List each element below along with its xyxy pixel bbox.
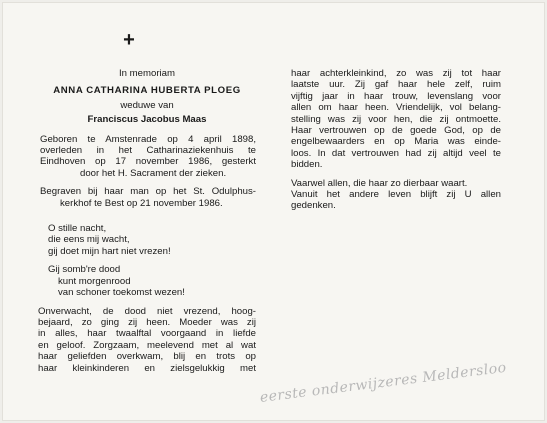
farewell-paragraph [291,178,501,212]
text-line: allen om haar heen. Vriendelijk, vol belang- [291,102,501,114]
tribute-paragraph-continued [291,68,501,171]
poem-stanza [48,223,256,257]
text-line: bidden. [291,159,323,171]
memorial-card [2,2,545,421]
text-line: Eindhoven op 17 november 1986, gesterkt [40,156,256,168]
text-line: haar geliefden overkwam, blij en trots op [38,351,256,363]
text-line: Geboren te Amstenrade op 4 april 1898, [40,133,256,145]
text-line: haar kleinkinderen en zielsgelukkig met [38,362,256,374]
handwritten-note: eerste onderwijzeres Meldersloo [259,359,508,406]
left-column [38,68,256,374]
text-line: door het H. Sacrament der zieken. [80,167,227,179]
deceased-name: ANNA CATHARINA HUBERTA PLOEG [53,85,241,97]
text-line: vijftig jaar in haar trouw, levenslang voor [291,90,501,102]
text-line: Onverwacht, de dood niet vrezend, hoog- [38,305,256,317]
burial-paragraph [38,186,256,209]
poem-line: kunt morgenrood [58,275,131,287]
spouse-name: Franciscus Jacobus Maas [87,114,207,126]
tribute-paragraph-start [38,306,256,374]
text-line: in alles, haar twaalftal voorgaand in liefde [38,328,256,340]
text-line: Begraven bij haar man op het St. Odulphus- [40,186,256,198]
poem-line: O stille nacht, [48,223,107,235]
text-line: Haar vertrouwen op de goede God, op de [291,125,501,137]
right-column [291,68,501,219]
text-line: Vaarwel allen, die haar zo dierbaar waart. [291,177,468,189]
poem-line: gij doet mijn hart niet vrezen! [48,245,171,257]
text-line: loos. In dat vertrouwen had zij altijd veel te [291,147,501,159]
poem-line: Gij somb're dood [48,264,121,276]
text-line: haar achterkleinkind, zo was zij tot haar [291,68,501,79]
relation-text: weduwe van [120,99,174,111]
text-line: en geloof. Zorgzaam, meelevend met al wat [38,339,256,351]
memoriam-heading: In memoriam [119,68,175,79]
cross-icon: + [123,29,135,51]
text-line: Vanuit het andere leven blijft zij U allen [291,189,501,201]
text-line: engelbewaarders en op Maria was einde- [291,136,501,148]
poem-line: die eens mij wacht, [48,234,130,246]
text-line: overleden in het Catharinaziekenhuis te [40,145,256,157]
poem-line: van schoner toekomst wezen! [58,287,185,299]
text-line: stelling was zij voor hen, die zij ontmoette. [291,113,501,125]
text-line: kerkhof te Best op 21 november 1986. [60,197,223,209]
birth-death-paragraph [38,134,256,180]
text-line: bejaard, zo ging zij heen. Moeder was zij [38,316,256,328]
poem [48,223,256,298]
text-line: laatste uur. Zij gaf haar hele zelf, ruim [291,79,501,91]
poem-stanza [48,264,256,298]
text-line: gedenken. [291,200,336,212]
